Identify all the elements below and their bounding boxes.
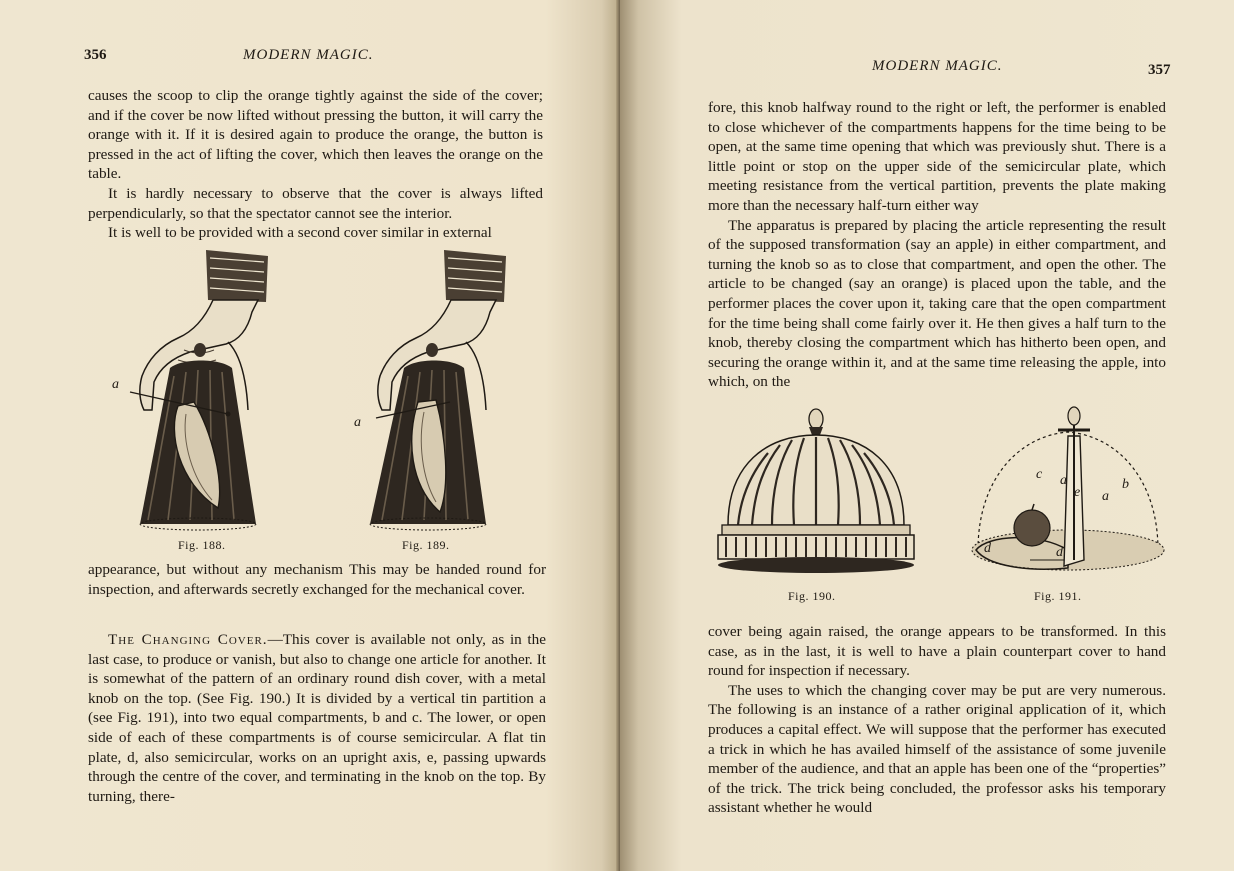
figure-191-label-a2: a <box>1102 489 1109 504</box>
paragraph: It is hardly necessary to observe that the cover is always lifted perpendicularly, so that the spectator cannot see the interior. <box>88 184 543 222</box>
paragraph: fore, this knob halfway round to the right or left, the performer is enabled to close whichever of the compartments happens for the time being to be open, at the same time opening that which was previously shut. There is a little point or stop on the upper side of the semicircular plate, which meeting resistance from the vertical partition, prevents the plate making more than the necessary half-turn either way <box>708 99 1166 214</box>
page-number: 357 <box>1148 62 1171 78</box>
figure-188-illustration <box>108 242 288 532</box>
figure-190-caption: Fig. 190. <box>788 589 836 603</box>
figure-label-a: a <box>354 415 361 430</box>
paragraph: causes the scoop to clip the orange tightly against the side of the cover; and if the cover be now lifted without pressing the button, it will carry the orange with it. If it is desired again to produce the orange, the button is pressed in the act of lifting the cover, which then leaves the orange on the table. <box>88 87 543 183</box>
figure-191-label-e: e <box>1074 485 1081 500</box>
figure-191-label-a: a <box>1060 473 1067 488</box>
paragraph: The uses to which the changing cover may be put are very numerous. The following is an instance of a rather original application of it, which produces a capital effect. We will suppose that the performer has executed a trick in which he has availed himself of the assistance of some juvenile member of the audience, and that an apple has been one of the “properties” of the trick. The trick being concluded, the professor asks his temporary assistant whether he would <box>708 681 1166 817</box>
running-head: MODERN MAGIC. <box>872 58 1003 74</box>
page-number: 356 <box>84 47 107 63</box>
figure-label-a: a <box>112 377 119 392</box>
figure-188-caption: Fig. 188. <box>178 538 226 552</box>
paragraph: It is well to be provided with a second cover similar in external <box>108 224 492 242</box>
paragraph: appearance, but without any mechanism This may be handed round for inspection, and afterwards secretly exchanged for the mechanical cover. <box>88 561 546 598</box>
text-block-top <box>708 98 1166 392</box>
text-block-top <box>88 86 543 243</box>
paragraph: The apparatus is prepared by placing the article representing the result of the supposed transformation (say an apple) in either compartment, and turning the knob so as to close that compartment, and open the other. The article to be changed (say an orange) is placed upon the table, and the performer places the cover upon it, taking care that the open compartment for the time being shall come fairly over it. He then gives a half turn to the knob, thereby closing the compartment which has hitherto been open, and securing the orange within it, and at the same time releasing the apple, into which, on the <box>708 216 1166 391</box>
figure-191-label-b: b <box>1122 477 1129 492</box>
figure-191-caption: Fig. 191. <box>1034 589 1082 603</box>
figure-190-illustration <box>716 405 916 580</box>
paragraph: cover being again raised, the orange appears to be transformed. In this case, as in the last, it is well to have a plain counterpart cover to hand round for inspection if necessary. <box>708 623 1166 680</box>
section-changing-cover <box>88 630 546 806</box>
text-block-after-figures <box>88 560 546 599</box>
figure-191-label-d: d <box>984 541 991 556</box>
running-head: MODERN MAGIC. <box>243 47 374 63</box>
figure-189-illustration <box>346 242 526 532</box>
text-block-bottom <box>708 622 1166 818</box>
figure-191-label-c: c <box>1036 467 1043 482</box>
section-title: The Changing Cover. <box>108 631 268 648</box>
right-page <box>620 0 1234 871</box>
section-text: —This cover is available not only, as in the last case, to produce or vanish, but also to change one article for another. It is somewhat of the pattern of an ordinary round dish cover, with a metal knob on the top. (See Fig. 190.) It is divided by a vertical tin partition a (see Fig. 191), into two equal compartments, b and c. The lower, or open side of each of these compartments is of course semicircular. A flat tin plate, d, also semicircular, works on an upright axis, e, passing upwards through the centre of the cover, and terminating in the knob on the top. By turning, there- <box>88 631 546 805</box>
figure-191-illustration <box>968 400 1178 585</box>
figure-191-label-d2: d <box>1056 545 1063 560</box>
figure-189-caption: Fig. 189. <box>402 538 450 552</box>
